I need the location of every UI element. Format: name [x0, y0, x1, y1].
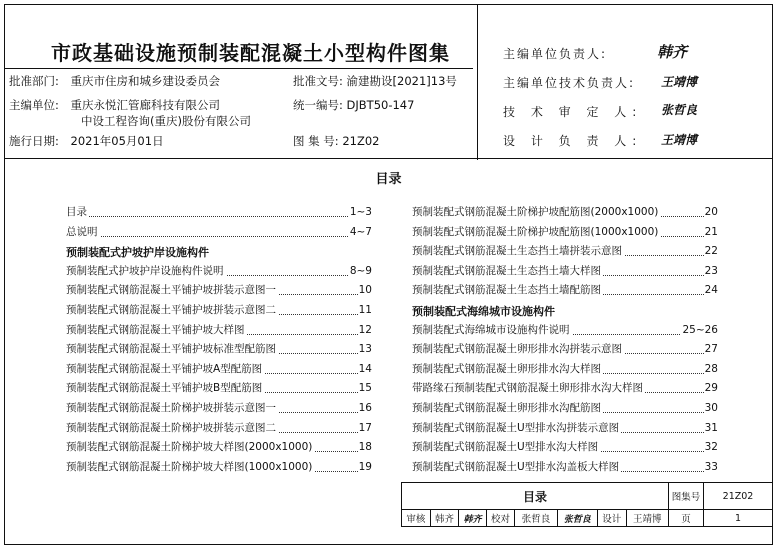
- toc-entry[interactable]: [66, 303, 372, 317]
- toc-entry-label: 预制装配式钢筋混凝土平铺护坡标准型配筋图: [66, 343, 276, 356]
- responsible-row: [503, 74, 635, 91]
- toc-entry-label: 带路缘石预制装配式钢筋混凝土卵形排水沟大样图: [412, 382, 643, 395]
- toc-entry[interactable]: [66, 225, 372, 239]
- toc-entry-page: 25~26: [682, 323, 718, 336]
- responsible-label: 技 术 审 定 人:: [503, 105, 643, 119]
- toc-entry-label: 预制装配式钢筋混凝土平铺护坡B型配筋图: [66, 382, 263, 395]
- toc-entry[interactable]: [412, 205, 718, 219]
- review-name: 韩齐: [430, 510, 459, 527]
- toc-entry[interactable]: [66, 323, 372, 337]
- approval-dept-label: 批准部门:: [9, 74, 59, 88]
- toc-entry-label: 预制装配式钢筋混凝土阶梯护坡配筋图(2000x1000): [412, 206, 659, 218]
- toc-entry-label: 预制装配式钢筋混凝土生态挡土墙配筋图: [412, 284, 601, 297]
- toc-entry-page: 4~7: [349, 225, 372, 238]
- page-label: 页: [669, 510, 704, 527]
- toc-entry-label: 预制装配式钢筋混凝土U型排水沟盖板大样图: [412, 460, 620, 473]
- toc-entry-page: 31: [704, 421, 718, 434]
- review-label: 审核: [402, 510, 431, 527]
- toc-entry-label: 预制装配式钢筋混凝土阶梯护坡拼装示意图二: [66, 421, 276, 434]
- toc-entry[interactable]: [66, 342, 372, 356]
- toc-entry-page: 15: [358, 382, 372, 395]
- toc-entry[interactable]: [412, 244, 718, 258]
- toc-entry[interactable]: [66, 440, 372, 454]
- toc-entry[interactable]: [412, 421, 718, 435]
- toc-entry[interactable]: [412, 401, 718, 415]
- toc-entry-label: 预制装配式钢筋混凝土卵形排水沟拼装示意图: [412, 343, 622, 356]
- signature: 王靖博: [661, 133, 698, 147]
- responsible-label: 主编单位技术负责人:: [503, 76, 636, 90]
- toc-entry-label: 预制装配式钢筋混凝土阶梯护坡拼装示意图一: [66, 402, 276, 414]
- toc-entry-label: 预制装配式钢筋混凝土平铺护坡大样图: [66, 323, 245, 336]
- title-block-atlas-value: 21Z02: [704, 483, 773, 510]
- toc-entry-label: 总说明: [66, 225, 98, 238]
- toc-entry-label: 预制装配式钢筋混凝土生态挡土墙拼装示意图: [412, 245, 622, 258]
- toc-entry-page: 30: [704, 402, 718, 414]
- toc-entry-page: 14: [358, 362, 372, 375]
- toc-entry-page: 18: [358, 441, 372, 454]
- toc-entry-label: 预制装配式钢筋混凝土生态挡土墙大样图: [412, 264, 601, 277]
- editor-value-1: 重庆永悦汇管廊科技有限公司: [70, 98, 221, 112]
- toc-entry[interactable]: [412, 342, 718, 356]
- toc-entry-label: 预制装配式钢筋混凝土卵形排水沟配筋图: [412, 402, 601, 414]
- toc-entry[interactable]: [412, 225, 718, 239]
- toc-entry-page: 8~9: [349, 264, 372, 277]
- toc-entry-label: 预制装配式钢筋混凝土平铺护坡拼装示意图一: [66, 284, 276, 297]
- toc-entry-page: 16: [358, 402, 372, 414]
- toc-entry-label: 目录: [66, 206, 87, 218]
- page-value: 1: [704, 510, 773, 527]
- toc-entry-label: 预制装配式钢筋混凝土平铺护坡A型配筋图: [66, 362, 263, 375]
- toc-entry[interactable]: [66, 362, 372, 376]
- unified-no-label: 统一编号:: [293, 98, 343, 112]
- toc-entry[interactable]: [412, 362, 718, 376]
- date-label: 施行日期:: [9, 134, 59, 148]
- responsible-row: [503, 132, 642, 149]
- toc-title: 目录: [375, 172, 402, 187]
- signature: 王靖博: [661, 75, 698, 89]
- toc-entry-label: 预制装配式钢筋混凝土U型排水沟大样图: [412, 441, 599, 454]
- editor-value-2: 中设工程咨询(重庆)股份有限公司: [81, 114, 251, 128]
- toc-entry[interactable]: [66, 460, 372, 474]
- approval-dept-value: 重庆市住房和城乡建设委员会: [70, 74, 221, 88]
- toc-entry-page: 17: [358, 421, 372, 434]
- toc-section-heading: 预制装配式海绵城市设施构件: [412, 305, 555, 318]
- header-bottom-rule: [5, 158, 772, 159]
- toc-entry-page: 27: [704, 343, 718, 356]
- atlas-no-label: 图 集 号:: [293, 134, 339, 148]
- toc-entry-page: 29: [704, 382, 718, 395]
- toc-entry[interactable]: [412, 323, 718, 337]
- toc-entry[interactable]: [66, 401, 372, 415]
- toc-entry[interactable]: [66, 264, 372, 278]
- header-block: [5, 5, 772, 160]
- toc-entry-label: 预制装配式钢筋混凝土阶梯护坡配筋图(1000x1000): [412, 225, 659, 238]
- header-divider: [477, 5, 478, 160]
- toc-entry-page: 10: [358, 284, 372, 297]
- toc-entry-label: 预制装配式钢筋混凝土阶梯护坡大样图(1000x1000): [66, 460, 313, 473]
- signature: 张哲良: [661, 103, 698, 117]
- title-block-atlas-label: 图集号: [669, 483, 704, 510]
- toc-entry-page: 21: [704, 225, 718, 238]
- atlas-no-value: 21Z02: [342, 134, 380, 148]
- toc-entry-page: 32: [704, 441, 718, 454]
- atlas-title: 市政基础设施预制装配混凝土小型构件图集: [51, 41, 450, 65]
- responsible-row: [503, 103, 642, 120]
- signature: 韩齐: [657, 43, 688, 61]
- check-name: 张哲良: [515, 510, 557, 527]
- design-label: 设计: [597, 510, 626, 527]
- toc-entry-page: 11: [358, 304, 372, 316]
- design-name: 王靖博: [626, 510, 668, 527]
- toc-section-heading: 预制装配式护坡护岸设施构件: [66, 246, 209, 260]
- toc-entry-page: 33: [704, 460, 718, 473]
- check-signature: 张哲良: [557, 510, 597, 527]
- title-block-name: 目录: [402, 483, 669, 510]
- approval-doc-value: 渝建勘设[2021]13号: [346, 74, 457, 88]
- toc-entry[interactable]: [412, 440, 718, 454]
- check-label: 校对: [486, 510, 515, 527]
- responsible-row: [503, 45, 607, 62]
- toc-entry-label: 预制装配式钢筋混凝土U型排水沟拼装示意图: [412, 421, 620, 434]
- date-value: 2021年05月01日: [70, 134, 164, 148]
- toc-entry-page: 23: [704, 264, 718, 277]
- toc-entry-page: 19: [358, 460, 372, 473]
- approval-doc-label: 批准文号:: [293, 74, 343, 88]
- toc-entry-page: 22: [704, 245, 718, 258]
- toc-entry-page: 28: [704, 362, 718, 375]
- toc-entry[interactable]: [66, 421, 372, 435]
- title-rule: [5, 68, 473, 69]
- toc-entry-label: 预制装配式钢筋混凝土阶梯护坡大样图(2000x1000): [66, 441, 313, 454]
- toc-entry-label: 预制装配式钢筋混凝土平铺护坡拼装示意图二: [66, 304, 276, 316]
- title-block: [401, 482, 773, 545]
- review-signature: 韩齐: [459, 510, 486, 527]
- toc-entry[interactable]: [412, 283, 718, 297]
- toc-entry[interactable]: [66, 381, 372, 395]
- toc-entry-label: 预制装配式海绵城市设施构件说明: [412, 323, 570, 336]
- editor-label: 主编单位:: [9, 98, 59, 112]
- toc-entry[interactable]: [412, 460, 718, 474]
- toc-entry-page: 12: [358, 323, 372, 336]
- toc-entry-page: 13: [358, 343, 372, 356]
- toc-entry[interactable]: [412, 264, 718, 278]
- responsible-label: 主编单位负责人:: [503, 47, 608, 61]
- toc-entry-label: 预制装配式钢筋混凝土卵形排水沟大样图: [412, 362, 601, 375]
- responsible-label: 设 计 负 责 人:: [503, 134, 643, 148]
- toc-entry-label: 预制装配式护坡护岸设施构件说明: [66, 264, 224, 277]
- toc-entry[interactable]: [412, 381, 718, 395]
- toc-entry-page: 1~3: [349, 206, 372, 218]
- toc-entry-page: 20: [704, 206, 718, 218]
- toc-entry-page: 24: [704, 284, 718, 297]
- toc-entry[interactable]: [66, 283, 372, 297]
- toc-entry[interactable]: [66, 205, 372, 219]
- unified-no-value: DJBT50-147: [346, 98, 415, 112]
